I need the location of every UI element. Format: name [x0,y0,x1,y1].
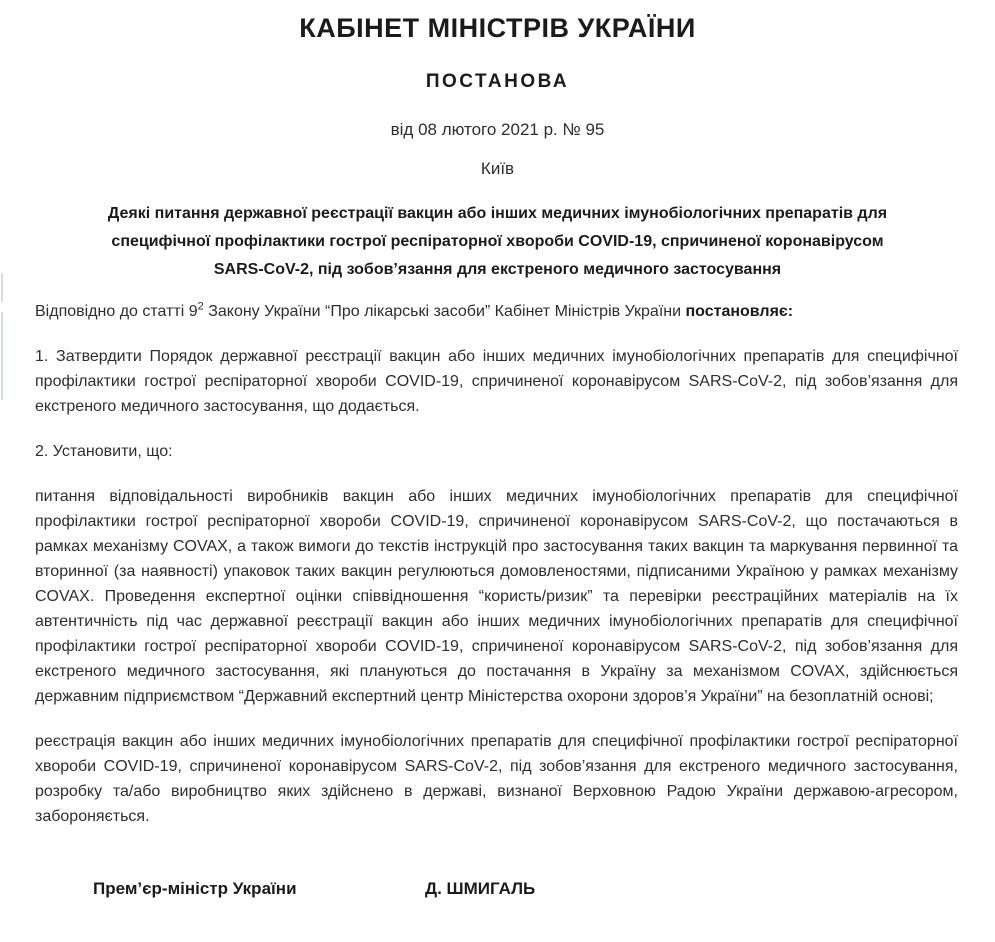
document-body [0,299,995,901]
document-date-number: від 08 лютого 2021 р. № 95 [390,120,605,139]
intro-prefix: Відповідно до статті 9 [35,303,198,320]
article-superscript: 2 [197,300,204,313]
intro-paragraph [35,299,958,324]
org-name-title: КАБІНЕТ МІНІСТРІВ УКРАЇНИ [299,13,696,43]
intro-resolves-label: постановляє: [685,303,794,320]
document-type-label: ПОСТАНОВА [425,71,570,92]
signature-position: Прем’єр-міністр України [93,879,297,898]
document-header [0,13,995,284]
left-table-border-fragment-top [1,273,3,302]
paragraph-aggressor-ban: реєстрація вакцин або інших медичних імунобіологічних препаратів для специфічної профілактики гострої респіраторної хвороби COVID-19, спричиненої коронавірусом SARS-CoV-2, під зобов’язання для екстреного медичного застосування, розробку та/або виробництво яких здійснено в державі, визнаної Верховною Радою України державою-агресором, забороняється. [35,733,958,825]
paragraph-item-1: 1. Затвердити Порядок державної реєстрації вакцин або інших медичних імунобіологічних препаратів для специфічної профілактики гострої респіраторної хвороби COVID-19, спричиненої коронавірусом SARS-CoV-2, під зобов’язання для екстреного медичного застосування, що додається. [35,348,958,415]
left-table-border-fragment-bottom [1,312,3,400]
intro-middle: Закону України “Про лікарські засоби” Кабінет Міністрів України [203,303,686,320]
paragraph-covax-provisions: питання відповідальності виробників вакцин або інших медичних імунобіологічних препаратів для специфічної профілактики гострої респіраторної хвороби COVID-19, спричиненої коронавірусом SARS-CoV-2, що постачаються в рамках механізму COVAX, а також вимоги до текстів інструкцій про застосування таких вакцин та маркування первинної та вторинної (за наявності) упаковок таких вакцин регулюються домовленостями, підписаними Україною у рамках механізму COVAX. Проведення експертної оцінки співвідношення “користь/ризик” та перевірки реєстраційних матеріалів на їх автентичність під час державної реєстрації вакцин або інших медичних імунобіологічних препаратів для специфічної профілактики гострої респіраторної хвороби COVID-19, спричиненої коронавірусом SARS-CoV-2, під зобов’язання для екстреного медичного застосування, які плануються до постачання в Україну за механізмом COVAX, здійснюється державним підприємством “Державний експертний центр Міністерства охорони здоров’я України” на безоплатній основі; [35,488,958,705]
signature-block [35,876,958,901]
paragraph-item-2: 2. Установити, що: [35,443,173,460]
signature-name: Д. ШМИГАЛЬ [425,879,536,898]
document-city: Київ [480,159,515,178]
document-subject: Деякі питання державної реєстрації вакцин або інших медичних імунобіологічних препаратів для специфічної профілактики гострої респіраторної хвороби COVID-19, спричиненої коронавірусом SARS-CoV-2, під зобов’язання для екстреного медичного застосування [107,205,888,278]
